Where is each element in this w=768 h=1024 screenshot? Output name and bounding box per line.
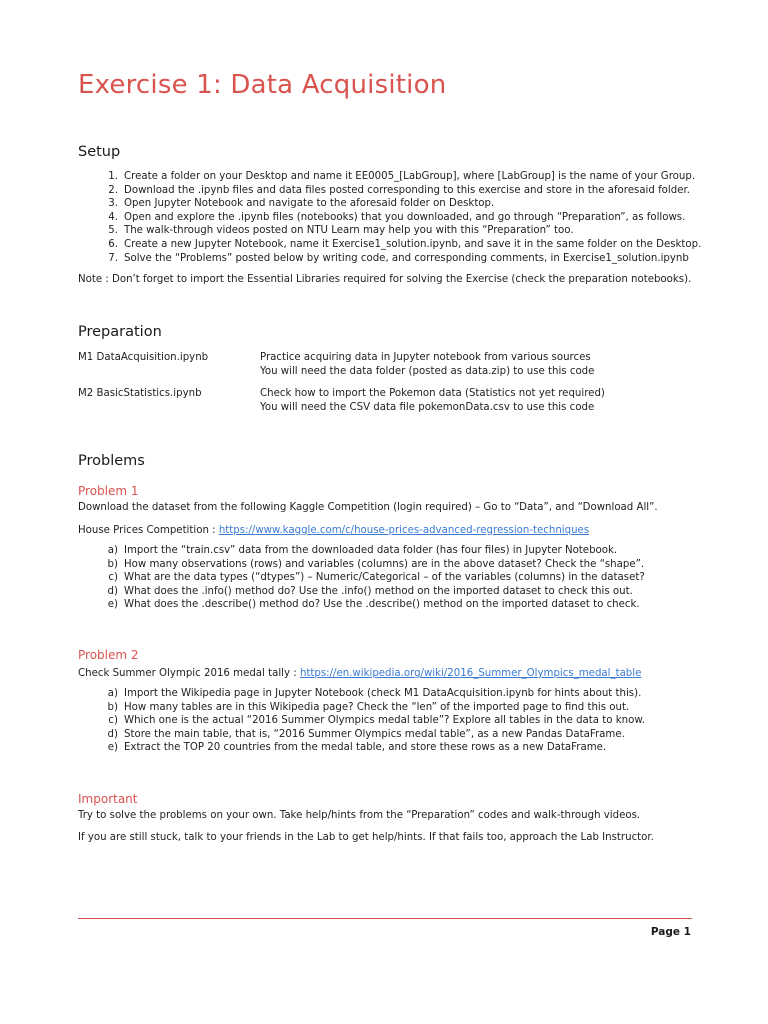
list-letter: c) bbox=[108, 715, 118, 727]
list-item: d) Store the main table, that is, “2016 Summer Olympics medal table”, as a new Pandas DataFrame. bbox=[124, 728, 645, 742]
list-item: c) What are the data types (“dtypes”) – Numeric/Categorical – of the variables (columns) in the dataset? bbox=[124, 571, 645, 585]
list-number: 1. bbox=[108, 171, 118, 182]
list-item: b) How many observations (rows) and variables (columns) are in the above dataset? Check the “shape”. bbox=[124, 558, 645, 572]
list-letter: a) bbox=[107, 545, 118, 556]
list-item: c) Which one is the actual “2016 Summer Olympics medal table”? Explore all tables in the data to know. bbox=[124, 714, 645, 728]
problem-1-link-line bbox=[78, 524, 589, 538]
page-number: Page 1 bbox=[650, 926, 691, 938]
important-heading: Important bbox=[78, 792, 138, 806]
wikipedia-medal-table-link[interactable]: https://en.wikipedia.org/wiki/2016_Summer_Olympics_medal_table bbox=[299, 668, 642, 679]
list-letter: b) bbox=[107, 701, 118, 713]
list-item: 7. Solve the “Problems” posted below by writing code, and corresponding comments, in Exercise1_solution.ipynb bbox=[124, 252, 701, 266]
setup-note: Note : Don’t forget to import the Essential Libraries required for solving the Exercise (check the preparation notebooks). bbox=[78, 274, 692, 285]
problem-2-tasks-list bbox=[107, 687, 645, 755]
list-item: d) What does the .info() method do? Use the .info() method on the imported dataset to check this out. bbox=[124, 585, 645, 599]
notebook-filename: M2 BasicStatistics.ipynb bbox=[78, 388, 202, 399]
notebook-description: Practice acquiring data in Jupyter notebook from various sources You will need the data folder (posted as data.zip) to use this code bbox=[260, 352, 595, 377]
important-text-line-1: Try to solve the problems on your own. Take help/hints from the “Preparation” codes and walk-through videos. bbox=[78, 810, 641, 821]
list-letter: d) bbox=[107, 728, 118, 740]
setup-steps-list bbox=[108, 170, 702, 265]
list-item: e) What does the .describe() method do? Use the .describe() method on the imported dataset to check. bbox=[124, 598, 645, 612]
list-number: 6. bbox=[108, 238, 118, 250]
problem-1-intro: Download the dataset from the following Kaggle Competition (login required) – Go to “Data”, and “Download All”. bbox=[78, 502, 658, 513]
problem-1-tasks-list bbox=[107, 544, 645, 612]
list-letter: e) bbox=[107, 742, 118, 754]
list-number: 3. bbox=[108, 198, 118, 210]
problem-2-link-line bbox=[78, 667, 641, 681]
list-item: 2. Download the .ipynb files and data files posted corresponding to this exercise and store in the aforesaid folder. bbox=[124, 184, 701, 198]
list-number: 4. bbox=[108, 211, 118, 223]
notebook-filename: M1 DataAcquisition.ipynb bbox=[78, 352, 209, 363]
setup-heading: Setup bbox=[78, 144, 121, 160]
list-item: a) Import the Wikipedia page in Jupyter Notebook (check M1 DataAcquisition.ipynb for hints about this). bbox=[124, 687, 645, 701]
list-number: 5. bbox=[108, 225, 118, 237]
preparation-heading: Preparation bbox=[78, 324, 162, 340]
list-item: b) How many tables are in this Wikipedia page? Check the “len” of the imported page to find this out. bbox=[124, 701, 645, 715]
list-item: 1. Create a folder on your Desktop and name it EE0005_[LabGroup], where [LabGroup] is the name of your Group. bbox=[124, 170, 701, 184]
important-text-line-2: If you are still stuck, talk to your friends in the Lab to get help/hints. If that fails too, approach the Lab Instructor. bbox=[78, 832, 654, 843]
list-letter: d) bbox=[107, 585, 118, 597]
list-item: a) Import the “train.csv” data from the downloaded data folder (has four files) in Jupyter Notebook. bbox=[124, 544, 645, 558]
footer-divider bbox=[78, 918, 692, 919]
list-item: 3. Open Jupyter Notebook and navigate to the aforesaid folder on Desktop. bbox=[124, 197, 701, 211]
problems-heading: Problems bbox=[78, 453, 145, 469]
list-item: e) Extract the TOP 20 countries from the medal table, and store these rows as a new DataFrame. bbox=[124, 741, 645, 755]
link-label: Check Summer Olympic 2016 medal tally : bbox=[78, 668, 300, 679]
problem-2-heading: Problem 2 bbox=[78, 648, 139, 662]
list-number: 2. bbox=[108, 184, 118, 196]
list-item: 6. Create a new Jupyter Notebook, name it Exercise1_solution.ipynb, and save it in the same folder on the Desktop. bbox=[124, 238, 701, 252]
list-item: 4. Open and explore the .ipynb files (notebooks) that you downloaded, and go through “Preparation”, as follows. bbox=[124, 211, 701, 225]
list-letter: a) bbox=[107, 688, 118, 699]
list-letter: e) bbox=[107, 599, 118, 611]
notebook-description: Check how to import the Pokemon data (Statistics not yet required) You will need the CSV data file pokemonData.csv to use this code bbox=[260, 388, 605, 413]
list-item: 5. The walk-through videos posted on NTU Learn may help you with this “Preparation” too. bbox=[124, 224, 701, 238]
list-letter: c) bbox=[108, 572, 118, 584]
page-title: Exercise 1: Data Acquisition bbox=[78, 70, 447, 100]
list-letter: b) bbox=[107, 558, 118, 570]
link-label: House Prices Competition : bbox=[78, 525, 219, 536]
list-number: 7. bbox=[108, 252, 118, 264]
kaggle-competition-link[interactable]: https://www.kaggle.com/c/house-prices-advanced-regression-techniques bbox=[218, 525, 590, 536]
problem-1-heading: Problem 1 bbox=[78, 484, 139, 498]
